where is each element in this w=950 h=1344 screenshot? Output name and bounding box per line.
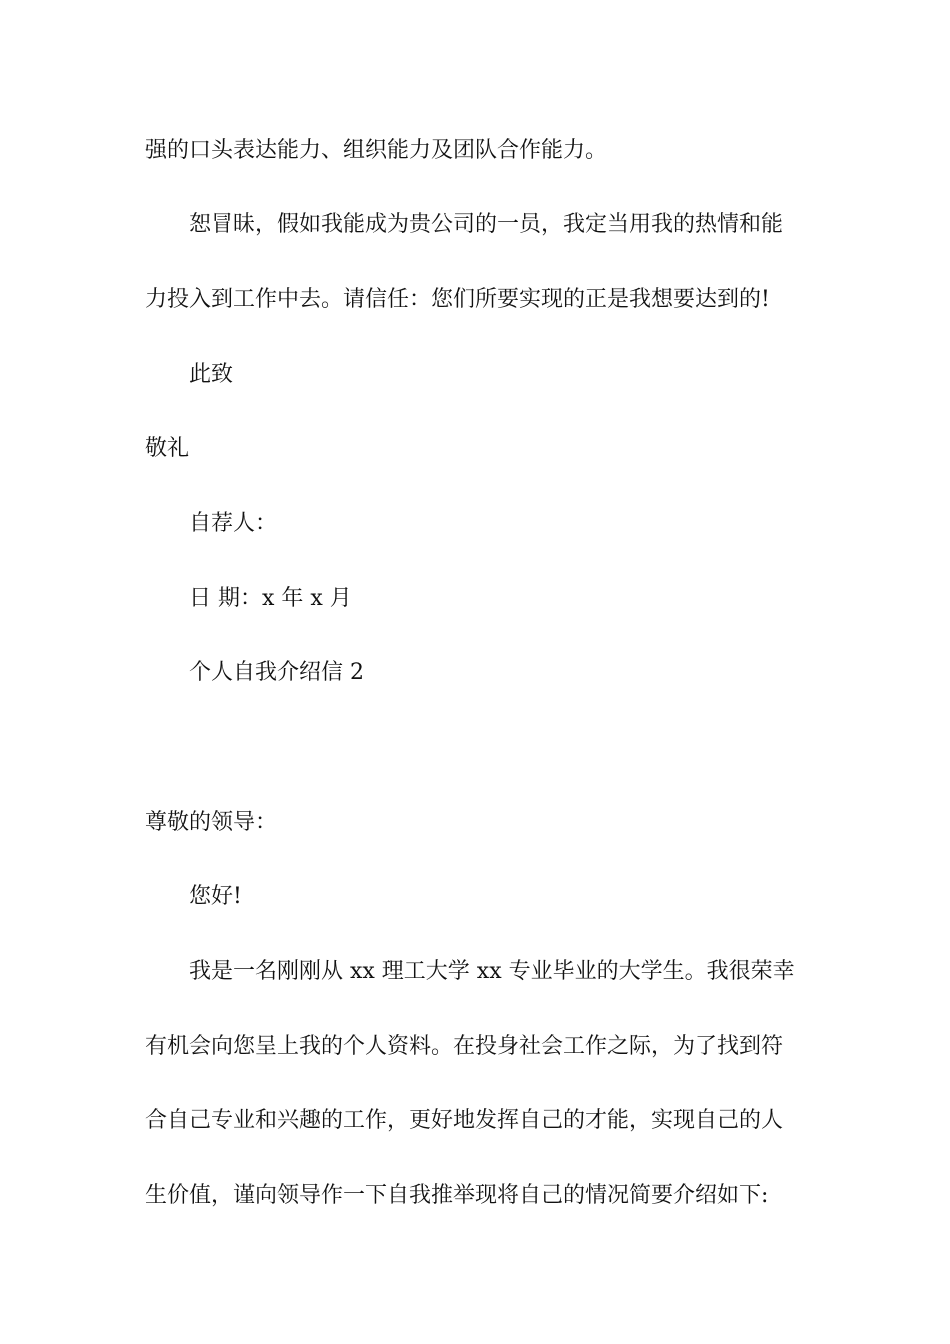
closing-salutation: 敬礼 <box>145 436 190 461</box>
section-title: 个人自我介绍信 2 <box>189 660 364 685</box>
paragraph-line: 恕冒昧，假如我能成为贵公司的一员，我定当用我的热情和能 <box>189 212 784 237</box>
paragraph-line: 强的口头表达能力、组织能力及团队合作能力。 <box>145 138 608 163</box>
paragraph-line: 合自己专业和兴趣的工作，更好地发挥自己的才能，实现自己的人 <box>145 1108 784 1133</box>
paragraph-line: 有机会向您呈上我的个人资料。在投身社会工作之际，为了找到符 <box>145 1034 784 1059</box>
closing-line: 此致 <box>189 362 234 387</box>
greeting-line: 尊敬的领导： <box>145 810 278 835</box>
paragraph-line: 生价值，谨向领导作一下自我推举现将自己的情况简要介绍如下: <box>145 1183 769 1208</box>
paragraph-line: 力投入到工作中去。请信任：您们所要实现的正是我想要达到的! <box>145 287 770 312</box>
greeting-hello: 您好! <box>189 884 242 909</box>
paragraph-line: 我是一名刚刚从 xx 理工大学 xx 专业毕业的大学生。我很荣幸 <box>189 959 795 984</box>
signature-label: 自荐人： <box>189 511 278 536</box>
date-line: 日 期：x 年 x 月 <box>189 586 352 611</box>
